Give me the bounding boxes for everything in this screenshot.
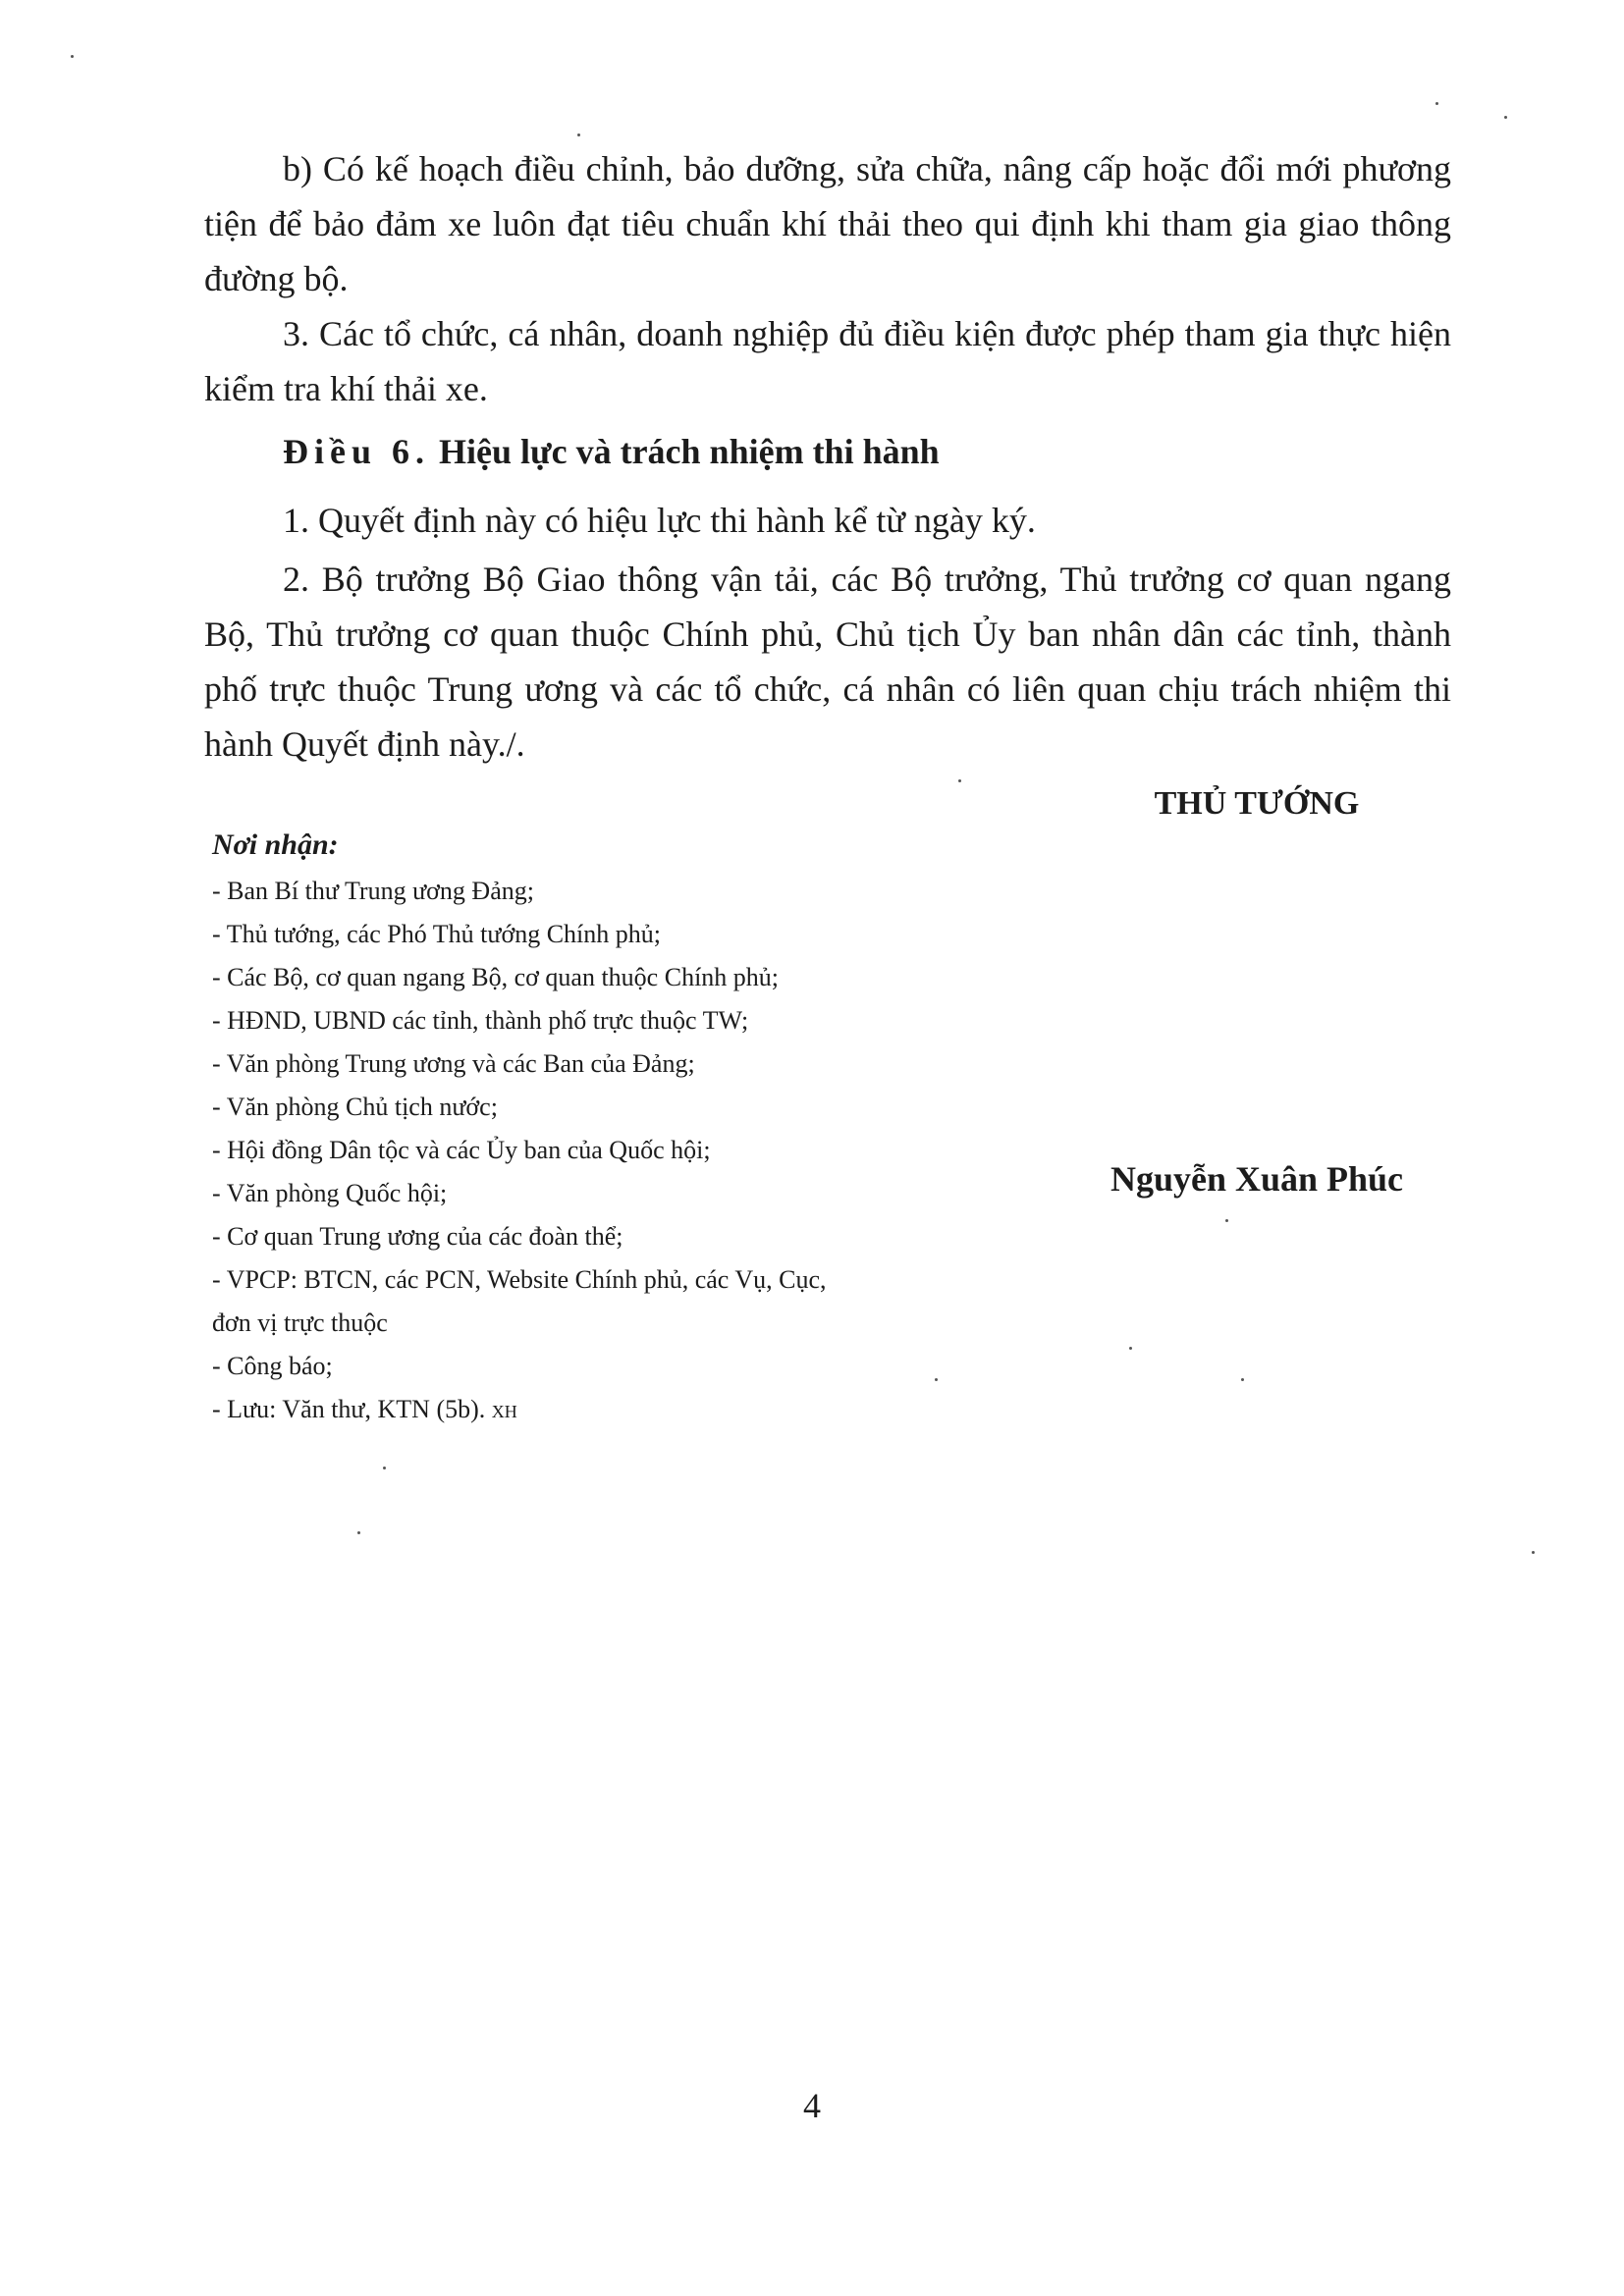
article-number: Điều 6. [283, 432, 430, 471]
signer-name: Nguyễn Xuân Phúc [1110, 1159, 1404, 1199]
scan-speck [1435, 102, 1438, 105]
paragraph-clause-3 [204, 306, 1451, 416]
recipient-item: - Văn phòng Chủ tịch nước; [212, 1093, 498, 1121]
scan-speck [1225, 1219, 1228, 1222]
scan-speck [577, 133, 580, 136]
recipient-item: - HĐND, UBND các tỉnh, thành phố trực thuộc TW; [212, 1006, 749, 1035]
scan-speck [71, 55, 74, 58]
article-title: Hiệu lực và trách nhiệm thi hành [439, 432, 940, 471]
article-clause-1 [204, 493, 1451, 548]
scan-speck [958, 779, 961, 782]
recipient-item: đơn vị trực thuộc [212, 1308, 388, 1337]
recipient-item: - Văn phòng Quốc hội; [212, 1179, 448, 1207]
article-clause-2-text: 2. Bộ trưởng Bộ Giao thông vận tải, các Bộ trưởng, Thủ trưởng cơ quan ngang Bộ, Thủ trưởng cơ quan thuộc Chính phủ, Chủ tịch Ủy ban nhân dân các tỉnh, thành phố trực thuộc Trung ương và các tổ chức, cá nhân có liên quan chịu trách nhiệm thi hành Quyết định này./. [204, 560, 1451, 764]
paragraph-point-b-text: b) Có kế hoạch điều chỉnh, bảo dưỡng, sửa chữa, nâng cấp hoặc đổi mới phương tiện để bảo đảm xe luôn đạt tiêu chuẩn khí thải theo qui định khi tham gia giao thông đường bộ. [204, 149, 1451, 298]
drafter-initials: XH [491, 1402, 517, 1421]
recipients-block [212, 821, 998, 1433]
scan-speck [1129, 1347, 1132, 1350]
article-heading [283, 424, 940, 479]
archive-text: - Lưu: Văn thư, KTN (5b). [212, 1395, 486, 1423]
recipient-item: - Cơ quan Trung ương của các đoàn thể; [212, 1222, 623, 1251]
recipient-item: - Văn phòng Trung ương và các Ban của Đảng; [212, 1049, 695, 1078]
scan-speck [383, 1467, 386, 1469]
recipient-item: - Thủ tướng, các Phó Thủ tướng Chính phủ; [212, 920, 661, 948]
scan-speck [935, 1378, 938, 1381]
paragraph-point-b [204, 141, 1451, 306]
scan-speck [1532, 1551, 1535, 1554]
recipient-item: - VPCP: BTCN, các PCN, Website Chính phủ, các Vụ, Cục, [212, 1265, 827, 1294]
page-number: 4 [803, 2086, 821, 2125]
scan-speck [357, 1531, 360, 1534]
recipient-item-archive [212, 1388, 998, 1433]
recipient-item: - Hội đồng Dân tộc và các Ủy ban của Quốc hội; [212, 1136, 711, 1164]
recipients-list [212, 870, 998, 1433]
recipient-item: - Công báo; [212, 1352, 333, 1380]
article-clause-1-text: 1. Quyết định này có hiệu lực thi hành kể từ ngày ký. [283, 501, 1036, 540]
recipient-item: - Các Bộ, cơ quan ngang Bộ, cơ quan thuộc Chính phủ; [212, 963, 780, 991]
signer-title: THỦ TƯỚNG [1154, 785, 1360, 822]
recipients-heading: Nơi nhận: [212, 828, 339, 861]
scan-speck [1504, 116, 1507, 119]
scan-speck [1241, 1378, 1244, 1381]
recipient-item: - Ban Bí thư Trung ương Đảng; [212, 877, 534, 905]
paragraph-clause-3-text: 3. Các tổ chức, cá nhân, doanh nghiệp đủ điều kiện được phép tham gia thực hiện kiểm tra khí thải xe. [204, 314, 1451, 408]
article-clause-2 [204, 552, 1451, 772]
